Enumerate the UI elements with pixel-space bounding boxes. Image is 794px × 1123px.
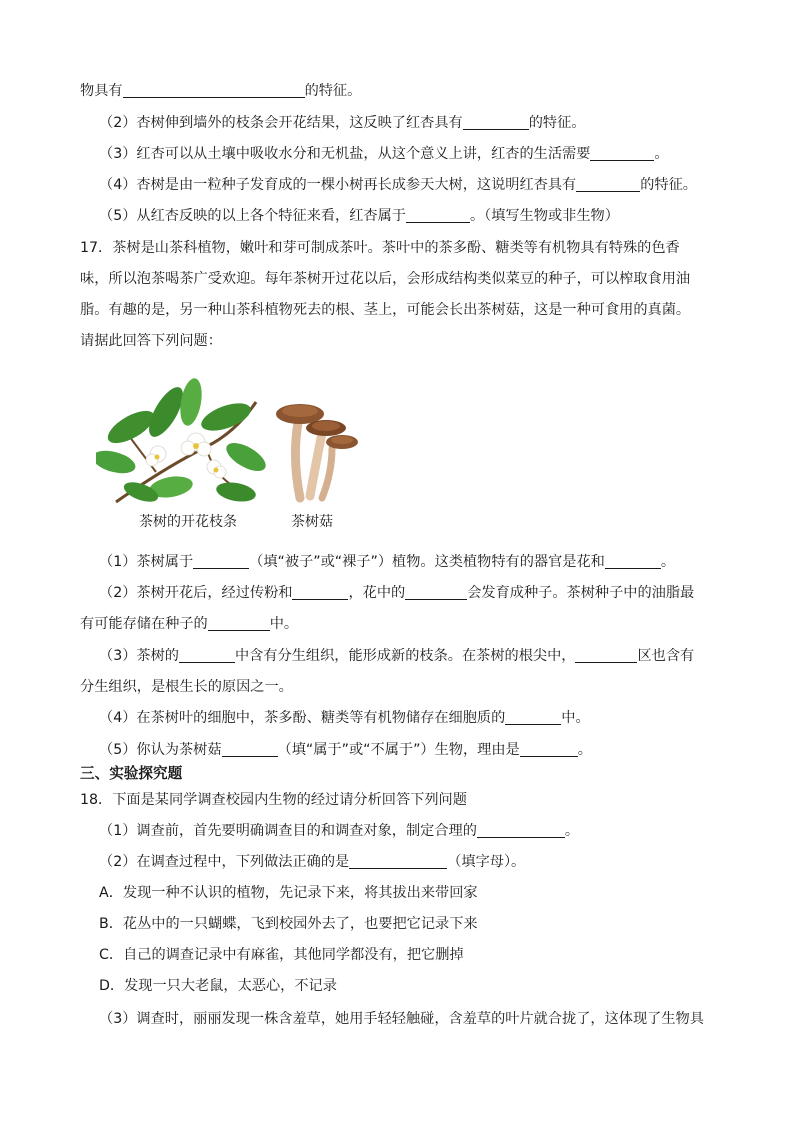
q18-sub-2: （2）在调查过程中，下列做法正确的是 （填字母）。 bbox=[99, 854, 526, 870]
caption-tea-mushroom: 茶树菇 bbox=[291, 514, 333, 530]
answer-blank[interactable] bbox=[590, 145, 654, 161]
q18-option-b[interactable]: B．花丛中的一只蝴蝶，飞到校园外去了，也要把它记录下来 bbox=[99, 916, 478, 932]
q18-option-a[interactable]: A．发现一种不认识的植物，先记录下来，将其拔出来带回家 bbox=[99, 885, 478, 901]
answer-blank[interactable] bbox=[405, 584, 467, 600]
q16-sub-5: （5）从红杏反映的以上各个特征来看，红杏属于 。（填写生物或非生物） bbox=[99, 208, 619, 224]
answer-blank[interactable] bbox=[575, 647, 637, 663]
q17-sub-2: （2）茶树开花后，经过传粉和 ，花中的 会发育成种子。茶树种子中的油脂最 bbox=[99, 585, 695, 601]
q17-sub-5: （5）你认为茶树菇 （填“属于”或“不属于”）生物，理由是 。 bbox=[99, 742, 592, 758]
q16-line-1: 物具有 的特征。 bbox=[80, 83, 362, 99]
q17-sub-3: （3）茶树的 中含有分生组织，能形成新的枝条。在茶树的根尖中， 区也含有 bbox=[99, 648, 695, 664]
q17-sub-3-cont: 分生组织，是根生长的原因之一。 bbox=[80, 679, 293, 695]
answer-blank[interactable] bbox=[222, 741, 278, 757]
section-title-experiment: 三、实验探究题 bbox=[80, 765, 183, 782]
answer-blank[interactable] bbox=[406, 207, 470, 223]
answer-blank[interactable] bbox=[349, 853, 447, 869]
q18-sub-1: （1）调查前，首先要明确调查目的和调查对象，制定合理的 。 bbox=[99, 823, 580, 839]
q16-sub-4: （4）杏树是由一粒种子发育成的一棵小树再长成参天大树，这说明红杏具有 的特征。 bbox=[99, 177, 697, 193]
q18-sub-3: （3）调查时，丽丽发现一株含羞草，她用手轻轻触碰，含羞草的叶片就合拢了，这体现了生物具 bbox=[99, 1011, 704, 1027]
q17-text-2: 味，所以泡茶喝茶广受欢迎。每年茶树开过花以后，会形成结构类似菜豆的种子，可以榨取食用油 bbox=[80, 271, 691, 287]
answer-blank[interactable] bbox=[208, 615, 270, 631]
caption-tea-branch: 茶树的开花枝条 bbox=[139, 514, 237, 530]
tea-branch-image bbox=[96, 372, 266, 512]
answer-blank[interactable] bbox=[505, 709, 561, 725]
answer-blank[interactable] bbox=[179, 647, 235, 663]
q17-sub-1: （1）茶树属于 （填“被子”或“裸子”）植物。这类植物特有的器官是花和 。 bbox=[99, 554, 676, 570]
q17-sub-2-cont: 有可能存储在种子的 中。 bbox=[80, 616, 299, 632]
tea-mushroom-image bbox=[270, 398, 360, 503]
answer-blank[interactable] bbox=[576, 176, 640, 192]
answer-blank[interactable] bbox=[477, 822, 565, 838]
q16-sub-2: （2）杏树伸到墙外的枝条会开花结果，这反映了红杏具有 的特征。 bbox=[99, 115, 586, 131]
answer-blank[interactable] bbox=[123, 82, 305, 98]
q17-text-1: 17．茶树是山茶科植物，嫩叶和芽可制成茶叶。茶叶中的茶多酚、糖类等有机物具有特殊的色香 bbox=[80, 240, 680, 256]
q18-option-c[interactable]: C．自己的调查记录中有麻雀，其他同学都没有，把它删掉 bbox=[99, 947, 464, 963]
q17-sub-4: （4）在茶树叶的细胞中，茶多酚、糖类等有机物储存在细胞质的 中。 bbox=[99, 710, 590, 726]
answer-blank[interactable] bbox=[292, 584, 348, 600]
q16-sub-3: （3）红杏可以从土壤中吸收水分和无机盐，从这个意义上讲，红杏的生活需要 。 bbox=[99, 146, 669, 162]
answer-blank[interactable] bbox=[520, 741, 578, 757]
q17-text-4: 请据此回答下列问题： bbox=[80, 333, 222, 349]
answer-blank[interactable] bbox=[193, 553, 249, 569]
q18-stem: 18．下面是某同学调查校园内生物的经过请分析回答下列问题 bbox=[80, 792, 467, 808]
answer-blank[interactable] bbox=[463, 114, 529, 130]
q17-text-3: 脂。有趣的是，另一种山茶科植物死去的根、茎上，可能会长出茶树菇，这是一种可食用的真菌。 bbox=[80, 302, 691, 318]
answer-blank[interactable] bbox=[605, 553, 661, 569]
q18-option-d[interactable]: D．发现一只大老鼠，太恶心，不记录 bbox=[99, 978, 337, 994]
